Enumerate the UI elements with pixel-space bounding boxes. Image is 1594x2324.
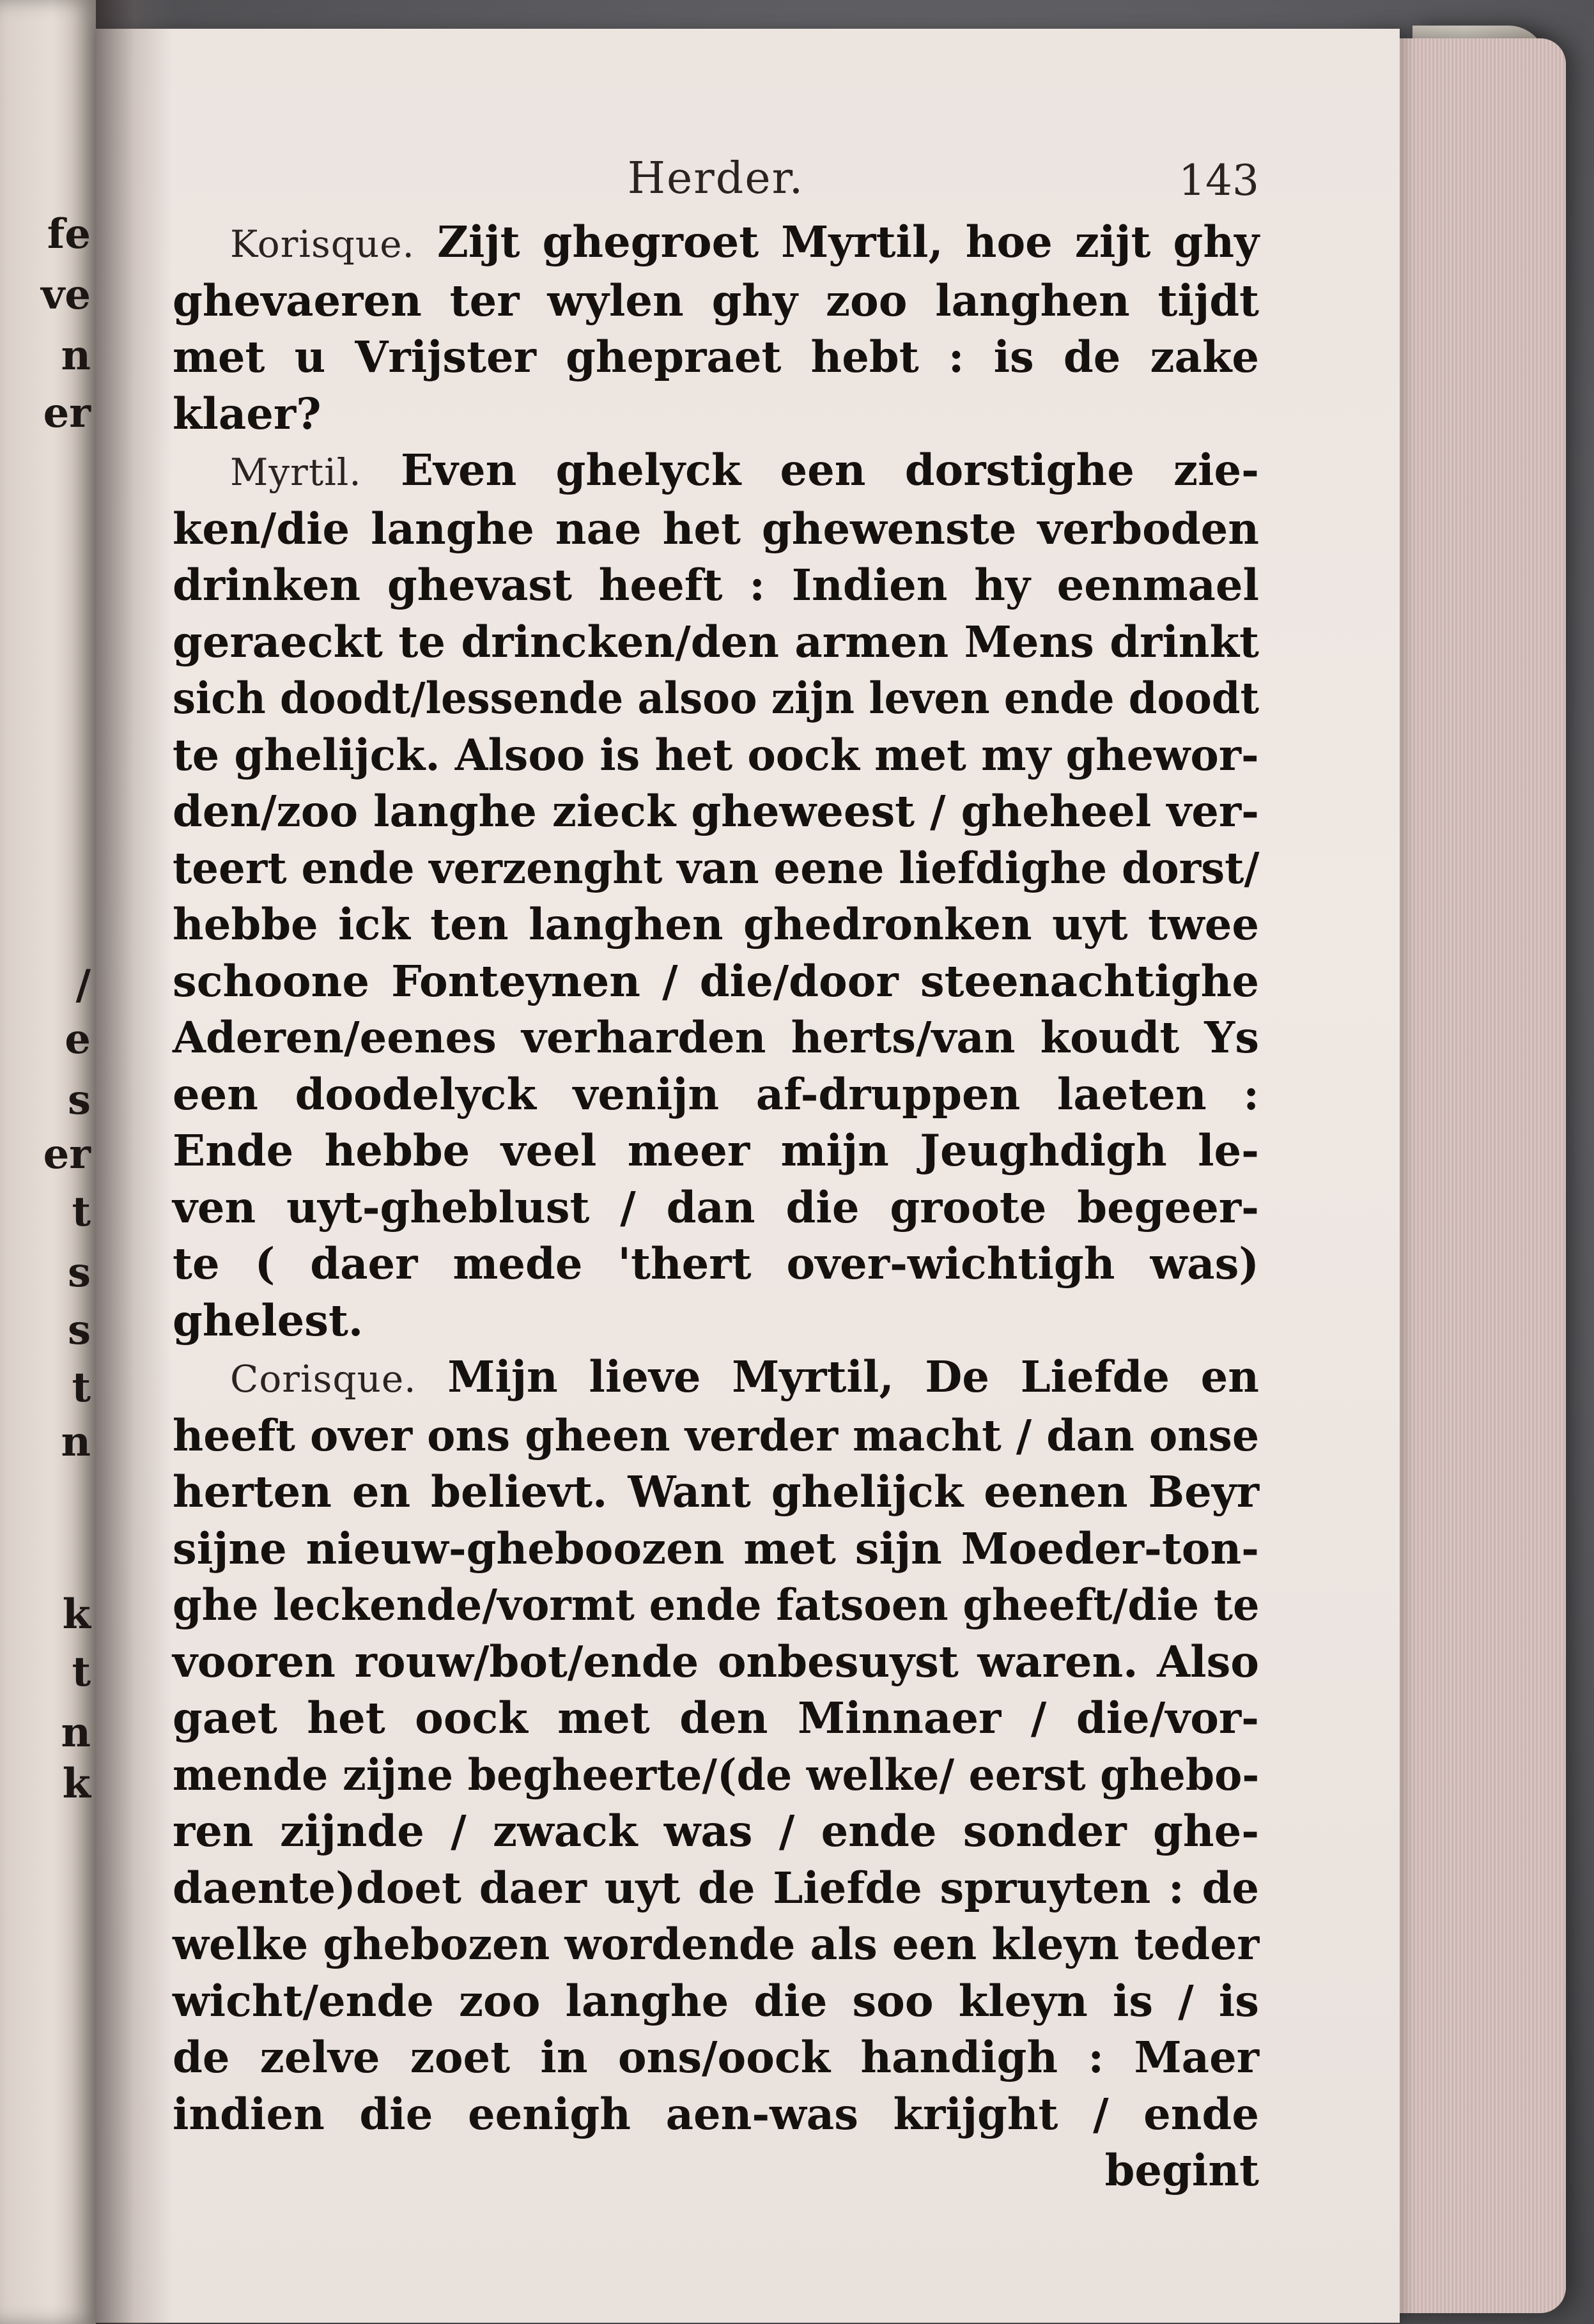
text-line: teert ende verzenght van eene liefdighe dorst/ (173, 842, 1260, 893)
catchword: begint (1104, 2145, 1259, 2196)
left-page-fragment: s (67, 1076, 91, 1124)
speaker-name: Corisque. (230, 1357, 417, 1401)
left-page-fragment: er (43, 389, 91, 437)
text-line: vooren rouw/bot/ende onbesuyst waren. Also (173, 1636, 1259, 1687)
left-page-fragment: er (43, 1130, 91, 1178)
text-line: indien die eenigh aen-was krijght / ende (173, 2088, 1259, 2139)
left-page-fragment: k (62, 1760, 91, 1808)
left-page-fragment: s (67, 1249, 91, 1297)
text-line: hebbe ick ten langhen ghedronken uyt twee (173, 899, 1259, 950)
text-line: een doodelyck venijn af-druppen laeten : (173, 1068, 1259, 1120)
text-line: schoone Fonteynen / die/door steenachtighe (173, 955, 1259, 1006)
text-line: de zelve zoet in ons/oock handigh : Maer (173, 2032, 1259, 2082)
page-content (173, 153, 1259, 2199)
text-line: daente)doet daer uyt de Liefde spruyten : de (173, 1862, 1259, 1913)
gutter-shadow (96, 0, 173, 2324)
text-line: gaet het oock met den Minnaer / die/vor- (173, 1693, 1259, 1743)
left-page-fragment: fe (47, 210, 91, 258)
text-line: ghevaeren ter wylen ghy zoo langhen tijdt (173, 275, 1259, 326)
dialogue-paragraph (173, 214, 1259, 442)
dialogue-paragraph (173, 1349, 1259, 2143)
left-page-fragment: n (61, 1709, 91, 1757)
text-line: klaer? (173, 388, 321, 439)
text-line: ren zijnde / zwack was / ende sonder ghe- (173, 1806, 1259, 1856)
left-page-fragment: n (61, 1418, 91, 1466)
left-page-fragment: s (67, 1306, 91, 1354)
text-line: mende zijne begheerte/(de welke/ eerst ghebo- (173, 1749, 1260, 1800)
left-page-fragment: / (75, 961, 91, 1009)
text-line: heeft over ons gheen verder macht / dan onse (173, 1410, 1260, 1461)
speaker-name: Korisque. (230, 222, 415, 266)
text-line: welke ghebozen wordende als een kleyn teder (173, 1919, 1260, 1969)
text-line: sich doodt/lessende alsoo zijn leven ende doodt (173, 673, 1260, 723)
left-page-fragment: t (72, 1188, 91, 1236)
text-line: ghe leckende/vormt ende fatsoen gheeft/die te (173, 1580, 1260, 1630)
dialogue-paragraph (173, 442, 1259, 1349)
text-line: herten en believt. Want ghelijck eenen Beyr (173, 1466, 1259, 1517)
text-line: geraeckt te drincken/den armen Mens drinkt (173, 616, 1259, 667)
running-head (173, 153, 1259, 214)
text-line: te ( daer mede 'thert over-wichtigh was) (173, 1238, 1259, 1289)
text-line: sijne nieuw-gheboozen met sijn Moeder-ton- (173, 1523, 1259, 1574)
text-line: met u Vrijster ghepraet hebt : is de zake (173, 332, 1259, 382)
text-line: ven uyt-gheblust / dan die groote begeer- (173, 1181, 1259, 1233)
left-page-fragment: n (61, 332, 91, 380)
left-page-fragment: e (65, 1015, 91, 1063)
text-line: wicht/ende zoo langhe die soo kleyn is / is (173, 1975, 1259, 2026)
left-page-fragment: k (62, 1590, 91, 1638)
left-page-fragment: t (72, 1364, 91, 1412)
left-page-fragment: t (72, 1648, 91, 1696)
text-line: Aderen/eenes verharden herts/van koudt Ys (173, 1012, 1259, 1063)
text-line: Korisque. Zijt ghegroet Myrtil, hoe zijt ghy (230, 217, 1259, 267)
book-page (96, 29, 1400, 2323)
facing-page-left (0, 0, 96, 2324)
text-line: Corisque. Mijn lieve Myrtil, De Liefde en (230, 1351, 1259, 1402)
page-number: 143 (1179, 156, 1259, 205)
running-title: Herder. (627, 153, 805, 204)
text-line: Myrtil. Even ghelyck een dorstighe zie- (230, 445, 1259, 495)
text-line: ken/die langhe nae het ghewenste verboden (173, 503, 1259, 554)
text-line: ghelest. (173, 1295, 364, 1346)
text-line: drinken ghevast heeft : Indien hy eenmael (173, 560, 1259, 610)
text-line: Ende hebbe veel meer mijn Jeughdigh le- (173, 1125, 1259, 1176)
left-page-fragment: ve (41, 271, 91, 319)
text-line: te ghelijck. Alsoo is het oock met my ghewor- (173, 729, 1259, 780)
speaker-name: Myrtil. (230, 450, 362, 494)
text-line: den/zoo langhe zieck gheweest / gheheel ver- (173, 786, 1259, 836)
